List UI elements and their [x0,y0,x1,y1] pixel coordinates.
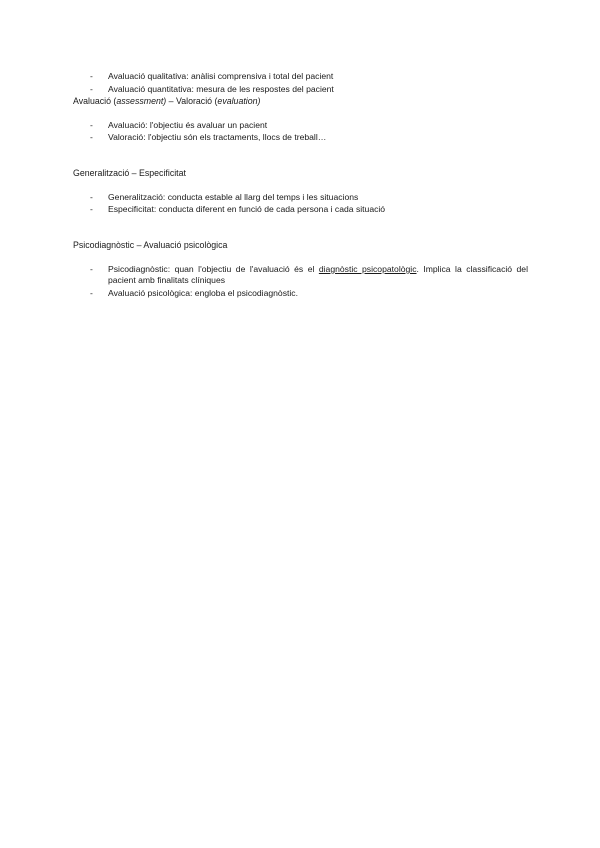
list-item [108,264,528,286]
list-item: Valoració: l'objectiu són els tractaments, llocs de treball… [108,132,327,142]
heading-italic-text: evaluation) [217,96,261,106]
section-heading-psicodiagnostic: Psicodiagnòstic – Avaluació psicològica [73,240,228,250]
bullet-dash: - [90,71,93,81]
heading-italic-text: assessment) [116,96,167,106]
underlined-term: diagnòstic psicopatològic [318,264,417,274]
section-heading-avaluacio [73,96,260,107]
heading-text: Avaluació ( [73,96,117,106]
list-item-text: Psicodiagnòstic: quan l'objectiu de l'avaluació és el [108,264,319,274]
bullet-dash: - [90,84,93,94]
bullet-dash: - [90,132,93,142]
bullet-dash: - [90,288,93,298]
list-item-text: . Implica la classificació del pacient amb finalitats clíniques [108,264,528,285]
list-item: Avaluació psicològica: engloba el psicodiagnòstic. [108,288,298,298]
list-item: Generalització: conducta estable al llarg del temps i les situacions [108,192,359,202]
bullet-dash: - [90,204,93,214]
bullet-dash: - [90,192,93,202]
heading-text: – Valoració ( [166,96,218,106]
section-heading-generalitzacio: Generalització – Especificitat [73,168,186,178]
list-item: Avaluació: l'objectiu és avaluar un pacient [108,120,268,130]
list-item: Avaluació qualitativa: anàlisi comprensiva i total del pacient [108,71,334,81]
list-item: Avaluació quantitativa: mesura de les respostes del pacient [108,84,334,94]
list-item: Especificitat: conducta diferent en funció de cada persona i cada situació [108,204,386,214]
bullet-dash: - [90,120,93,130]
bullet-dash: - [90,264,93,274]
